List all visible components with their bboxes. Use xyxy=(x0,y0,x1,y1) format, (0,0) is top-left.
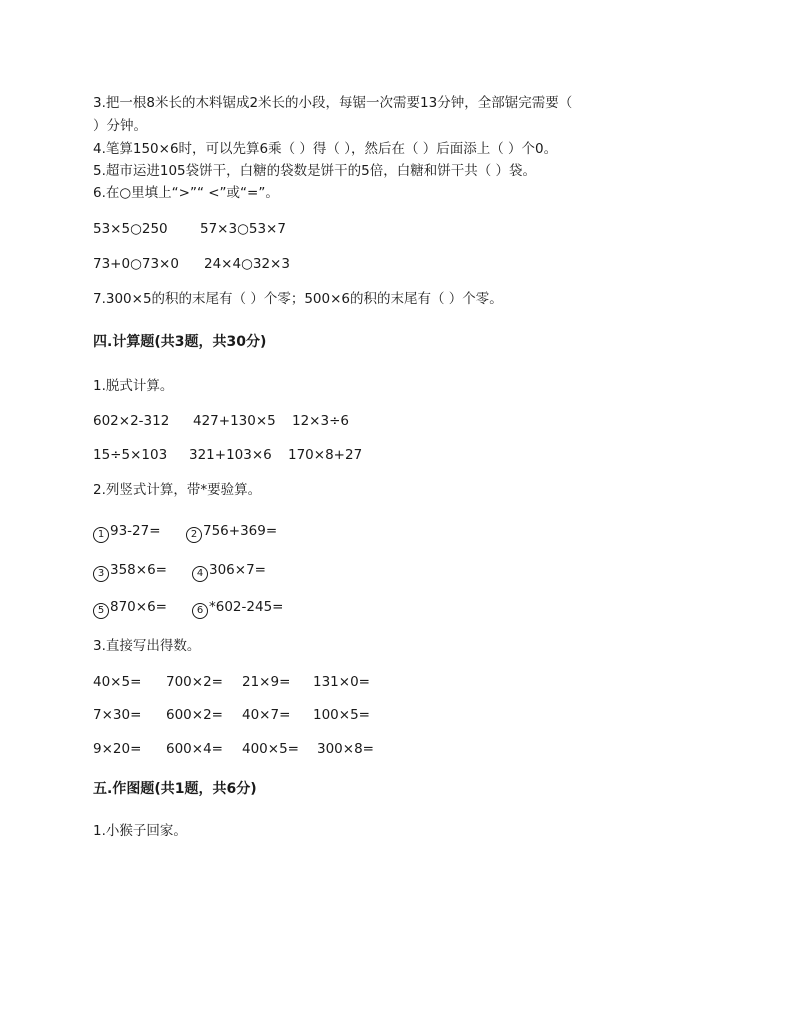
calc-item: 170×8+27 xyxy=(288,447,363,463)
question-7: 7.300×5的积的末尾有（ ）个零；500×6的积的末尾有（ ）个零。 xyxy=(93,291,503,307)
circled-number: 1 xyxy=(93,527,109,543)
circled-number: 5 xyxy=(93,603,109,619)
circled-number: 6 xyxy=(192,603,208,619)
circled-number: 2 xyxy=(186,527,202,543)
comparison-item: 53×5○250 xyxy=(93,221,168,237)
vertical-calc-expr: 756+369= xyxy=(203,523,278,539)
oral-calc-item: 7×30= xyxy=(93,707,142,723)
vertical-calc-expr: 870×6= xyxy=(110,599,167,615)
vertical-calc-expr: 306×7= xyxy=(209,562,266,578)
question-3-line-1: 3.把一根8米长的木料锯成2米长的小段，每锯一次需要13分钟，全部锯完需要（ xyxy=(93,95,573,111)
oral-calc-item: 100×5= xyxy=(313,707,370,723)
section-5-heading: 五.作图题(共1题，共6分) xyxy=(93,781,257,797)
vertical-calc-item xyxy=(93,561,167,582)
calc-item: 321+103×6 xyxy=(189,447,272,463)
calc-item: 602×2-312 xyxy=(93,413,170,429)
vertical-calc-item xyxy=(192,561,266,582)
question-6: 6.在○里填上“>”“ <”或“=”。 xyxy=(93,185,279,201)
section-4-heading: 四.计算题(共3题，共30分) xyxy=(93,334,267,350)
oral-calc-item: 300×8= xyxy=(317,741,374,757)
oral-calc-item: 700×2= xyxy=(166,674,223,690)
oral-calc-item: 21×9= xyxy=(242,674,291,690)
question-3-line-2: ）分钟。 xyxy=(93,118,147,134)
vertical-calc-item xyxy=(93,598,167,619)
question-4: 4.笔算150×6时，可以先算6乘（ ）得（ ），然后在（ ）后面添上（ ）个0。 xyxy=(93,141,558,157)
oral-calc-item: 400×5= xyxy=(242,741,299,757)
vertical-calc-expr: 93-27= xyxy=(110,523,161,539)
calc-item: 427+130×5 xyxy=(193,413,276,429)
section-5-q1-title: 1.小猴子回家。 xyxy=(93,823,187,839)
circled-number: 4 xyxy=(192,566,208,582)
comparison-item: 24×4○32×3 xyxy=(204,256,290,272)
calc-item: 12×3÷6 xyxy=(292,413,349,429)
oral-calc-item: 40×7= xyxy=(242,707,291,723)
section-4-q3-title: 3.直接写出得数。 xyxy=(93,638,201,654)
oral-calc-item: 600×2= xyxy=(166,707,223,723)
vertical-calc-item xyxy=(192,598,283,619)
section-4-q1-title: 1.脱式计算。 xyxy=(93,378,174,394)
calc-item: 15÷5×103 xyxy=(93,447,168,463)
oral-calc-item: 600×4= xyxy=(166,741,223,757)
oral-calc-item: 9×20= xyxy=(93,741,142,757)
comparison-item: 73+0○73×0 xyxy=(93,256,179,272)
question-5: 5.超市运进105袋饼干，白糖的袋数是饼干的5倍，白糖和饼干共（ ）袋。 xyxy=(93,163,537,179)
vertical-calc-expr: *602-245= xyxy=(209,599,284,615)
circled-number: 3 xyxy=(93,566,109,582)
oral-calc-item: 131×0= xyxy=(313,674,370,690)
vertical-calc-item xyxy=(93,522,161,543)
section-4-q2-title: 2.列竖式计算，带*要验算。 xyxy=(93,482,262,498)
oral-calc-item: 40×5= xyxy=(93,674,142,690)
vertical-calc-expr: 358×6= xyxy=(110,562,167,578)
comparison-item: 57×3○53×7 xyxy=(200,221,286,237)
vertical-calc-item xyxy=(186,522,277,543)
